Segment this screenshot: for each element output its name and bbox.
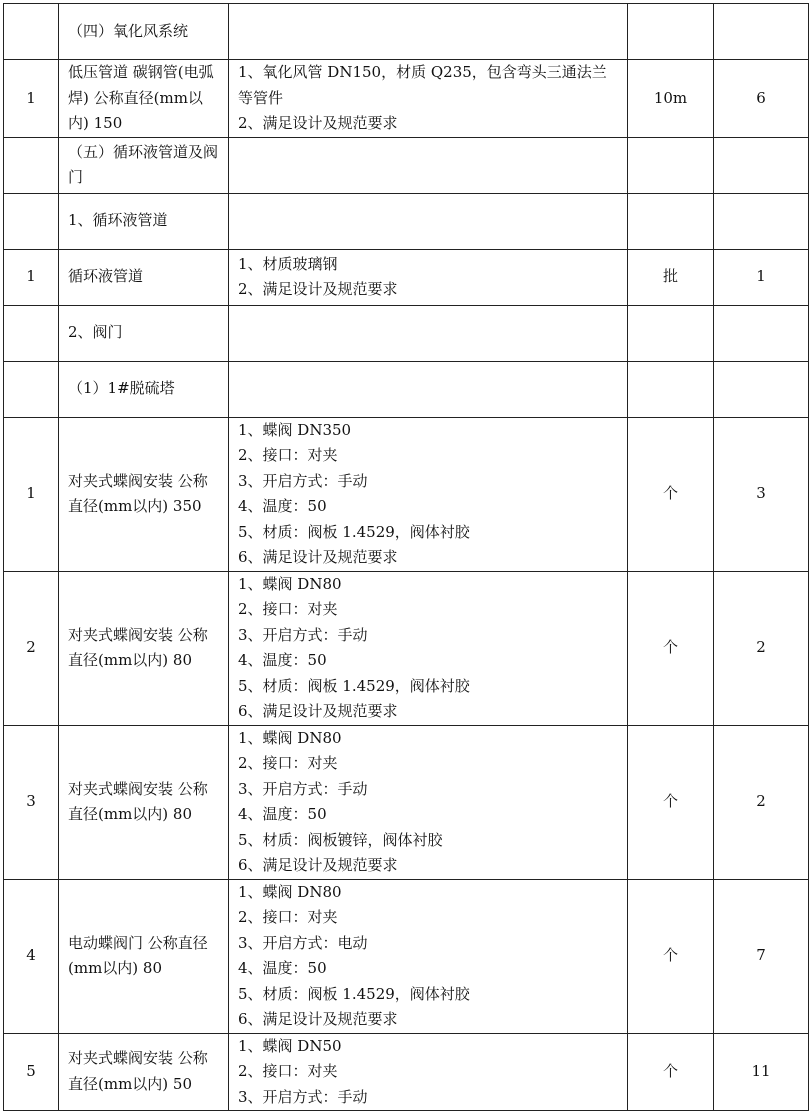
description-line: 2、接口：对夹	[238, 908, 338, 926]
description-line: 1、氧化风管 DN150，材质 Q235，包含弯头三通法兰	[238, 63, 607, 81]
table-row	[4, 305, 809, 361]
item-unit	[628, 137, 714, 193]
description-line: 2、接口：对夹	[238, 1062, 338, 1080]
description-line: 6、满足设计及规范要求	[238, 1010, 398, 1028]
row-number: 5	[4, 1033, 59, 1111]
item-quantity: 11	[714, 1033, 809, 1111]
item-quantity: 3	[714, 417, 809, 571]
table-row	[4, 417, 809, 571]
item-name: （1）1#脱硫塔	[59, 361, 229, 417]
row-number	[4, 137, 59, 193]
table-row	[4, 1033, 809, 1111]
description-line: 2、接口：对夹	[238, 446, 338, 464]
table-row	[4, 571, 809, 725]
table-row	[4, 60, 809, 138]
row-number	[4, 4, 59, 60]
item-name: 低压管道 碳钢管(电弧焊) 公称直径(mm以内) 150	[59, 60, 229, 138]
item-description	[229, 60, 628, 138]
item-description	[229, 305, 628, 361]
bill-of-quantities-table	[3, 3, 809, 1111]
item-name: 循环液管道	[59, 249, 229, 305]
row-number	[4, 305, 59, 361]
item-unit: 个	[628, 571, 714, 725]
description-line: 5、材质：阀板 1.4529，阀体衬胶	[238, 984, 470, 1003]
description-line: 3、开启方式：手动	[238, 1087, 368, 1106]
item-description	[229, 193, 628, 249]
description-line: 2、满足设计及规范要求	[238, 280, 398, 298]
item-description	[229, 879, 628, 1033]
table-row	[4, 4, 809, 60]
description-line: 3、开启方式：手动	[238, 779, 368, 798]
item-name: 对夹式蝶阀安装 公称直径(mm以内) 80	[59, 725, 229, 879]
description-line: 2、接口：对夹	[238, 600, 338, 618]
table-row	[4, 137, 809, 193]
table-row	[4, 361, 809, 417]
table-body	[4, 4, 809, 1111]
item-description	[229, 361, 628, 417]
description-line: 1、蝶阀 DN80	[238, 882, 342, 901]
item-quantity	[714, 137, 809, 193]
row-number: 1	[4, 249, 59, 305]
description-line: 2、接口：对夹	[238, 754, 338, 772]
description-line: 1、蝶阀 DN50	[238, 1036, 342, 1055]
item-description	[229, 4, 628, 60]
item-description	[229, 137, 628, 193]
item-name: 对夹式蝶阀安装 公称直径(mm以内) 80	[59, 571, 229, 725]
table-row	[4, 879, 809, 1033]
description-line: 5、材质：阀板 1.4529，阀体衬胶	[238, 522, 470, 541]
description-line: 4、温度：50	[238, 959, 327, 977]
item-quantity	[714, 361, 809, 417]
item-description	[229, 417, 628, 571]
description-line: 1、材质玻璃钢	[238, 254, 338, 273]
item-quantity: 2	[714, 571, 809, 725]
row-number: 1	[4, 417, 59, 571]
description-line: 3、开启方式：手动	[238, 625, 368, 644]
item-name: 对夹式蝶阀安装 公称直径(mm以内) 50	[59, 1033, 229, 1111]
item-unit: 10m	[628, 60, 714, 138]
item-unit	[628, 361, 714, 417]
row-number: 1	[4, 60, 59, 138]
item-unit: 批	[628, 249, 714, 305]
item-unit: 个	[628, 1033, 714, 1111]
item-description	[229, 571, 628, 725]
row-number: 4	[4, 879, 59, 1033]
description-line: 4、温度：50	[238, 497, 327, 515]
item-description	[229, 1033, 628, 1111]
item-unit	[628, 4, 714, 60]
item-quantity: 6	[714, 60, 809, 138]
description-line: 1、蝶阀 DN80	[238, 728, 342, 747]
table-row	[4, 249, 809, 305]
item-name: 1、循环液管道	[59, 193, 229, 249]
item-unit	[628, 193, 714, 249]
table-row	[4, 725, 809, 879]
item-quantity: 1	[714, 249, 809, 305]
description-line: 3、开启方式：电动	[238, 933, 368, 952]
item-quantity	[714, 193, 809, 249]
item-name: 电动蝶阀门 公称直径(mm以内) 80	[59, 879, 229, 1033]
item-quantity: 2	[714, 725, 809, 879]
item-quantity: 7	[714, 879, 809, 1033]
row-number	[4, 361, 59, 417]
description-line: 4、温度：50	[238, 805, 327, 823]
row-number: 3	[4, 725, 59, 879]
item-quantity	[714, 4, 809, 60]
description-line: 5、材质：阀板 1.4529，阀体衬胶	[238, 676, 470, 695]
table-row	[4, 193, 809, 249]
item-quantity	[714, 305, 809, 361]
item-name: （五）循环液管道及阀门	[59, 137, 229, 193]
description-line: 4、温度：50	[238, 651, 327, 669]
item-name: 对夹式蝶阀安装 公称直径(mm以内) 350	[59, 417, 229, 571]
item-unit: 个	[628, 417, 714, 571]
item-name: 2、阀门	[59, 305, 229, 361]
item-name: （四）氧化风系统	[59, 4, 229, 60]
description-line: 6、满足设计及规范要求	[238, 856, 398, 874]
description-line: 2、满足设计及规范要求	[238, 114, 398, 132]
description-line: 等管件	[238, 88, 284, 107]
description-line: 1、蝶阀 DN80	[238, 574, 342, 593]
item-description	[229, 725, 628, 879]
item-description	[229, 249, 628, 305]
description-line: 6、满足设计及规范要求	[238, 548, 398, 566]
description-line: 6、满足设计及规范要求	[238, 702, 398, 720]
row-number	[4, 193, 59, 249]
description-line: 5、材质：阀板镀锌，阀体衬胶	[238, 830, 443, 849]
item-unit	[628, 305, 714, 361]
description-line: 1、蝶阀 DN350	[238, 420, 352, 439]
row-number: 2	[4, 571, 59, 725]
item-unit: 个	[628, 879, 714, 1033]
description-line: 3、开启方式：手动	[238, 471, 368, 490]
item-unit: 个	[628, 725, 714, 879]
